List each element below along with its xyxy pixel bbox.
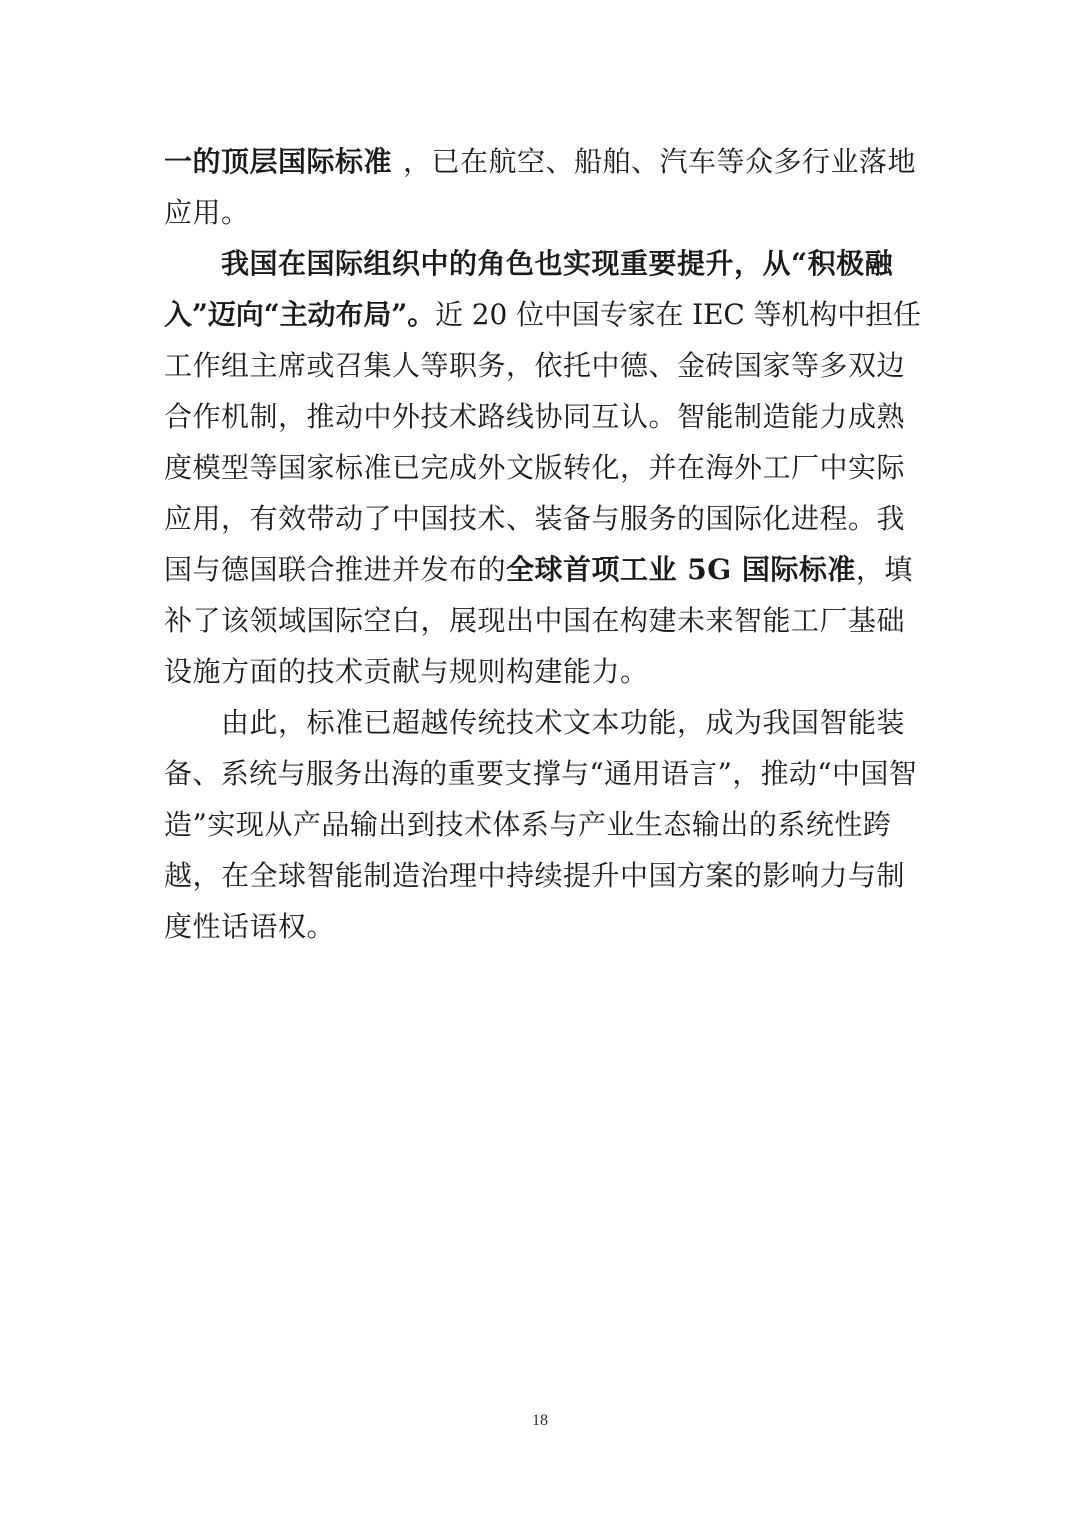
text-line	[164, 901, 335, 952]
text-span: 越，在全球智能制造治理中持续提升中国方案的影响力与制	[164, 859, 906, 892]
text-span: 设施方面的技术贡献与规则构建能力。	[164, 655, 649, 688]
bold-phrase: 一的顶层国际标准	[164, 145, 393, 178]
text-span: 度性话语权。	[164, 910, 336, 943]
text-line	[164, 799, 891, 850]
bold-phrase: 我国在国际组织中的角色也实现重要提升，从“积极融	[221, 247, 894, 280]
text-line	[164, 391, 905, 442]
text-line	[164, 442, 905, 493]
text-line	[221, 697, 905, 748]
text-span: ，已在航空、船舶、汽车等众多行业落地	[402, 145, 916, 178]
text-line	[164, 748, 917, 799]
text-span: ，填	[855, 553, 913, 586]
text-span: 备、系统与服务出海的重要支撑与“通用语言”，推动“中国智	[164, 757, 918, 790]
text-span: 造”实现从产品输出到技术体系与产业生态输出的系统性跨	[164, 808, 892, 841]
text-span: 合作机制，推动中外技术路线协同互认。智能制造能力成熟	[164, 400, 906, 433]
text-span: 度模型等国家标准已完成外文版转化，并在海外工厂中实际	[164, 451, 906, 484]
text-line	[164, 544, 913, 595]
text-span: 应用，有效带动了中国技术、装备与服务的国际化进程。我	[164, 502, 906, 535]
text-line	[164, 340, 905, 391]
text-span: 国与德国联合推进并发布的	[164, 553, 507, 586]
text-line	[164, 646, 649, 697]
text-span: 工作组主席或召集人等职务，依托中德、金砖国家等多双边	[164, 349, 906, 382]
text-span: 补了该领域国际空白，展现出中国在构建未来智能工厂基础	[164, 604, 906, 637]
text-line	[164, 493, 905, 544]
bold-phrase: 全球首项工业 5G 国际标准	[506, 553, 856, 586]
text-line	[221, 238, 893, 289]
text-span: 由此，标准已超越传统技术文本功能，成为我国智能装	[221, 706, 906, 739]
text-line	[164, 136, 916, 187]
text-span: 应用。	[164, 196, 250, 229]
text-line	[164, 595, 905, 646]
text-span: 近 20 位中国专家在 IEC 等机构中担任	[435, 298, 921, 331]
text-line	[164, 187, 250, 238]
text-line	[164, 289, 921, 340]
bold-phrase: 入”迈向“主动布局”。	[164, 298, 436, 331]
text-line	[164, 850, 905, 901]
page-number: 18	[532, 1412, 548, 1429]
